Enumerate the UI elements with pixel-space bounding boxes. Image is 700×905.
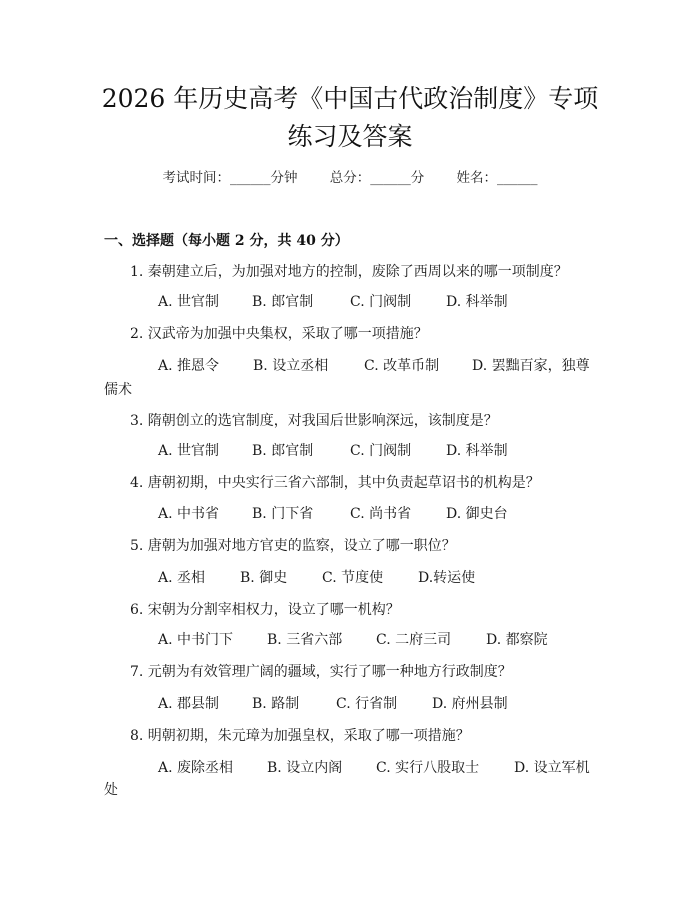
question-8: 8. 明朝初期，朱元璋为加强皇权，采取了哪一项措施？ (130, 728, 470, 744)
q8-option-d-continuation: 处 (104, 782, 118, 798)
q7-option-a: A. 郡县制 (158, 696, 220, 712)
q5-option-d: D.转运使 (418, 570, 476, 586)
q8-option-b: B. 设立内阁 (267, 760, 343, 776)
question-5: 5. 唐朝为加强对地方官吏的监察，设立了哪一职位？ (130, 538, 456, 554)
q3-option-a: A. 世官制 (158, 443, 220, 459)
question-1: 1. 秦朝建立后，为加强对地方的控制，废除了西周以来的哪一项制度？ (130, 264, 568, 280)
q5-option-b: B. 御史 (240, 570, 288, 586)
question-7: 7. 元朝为有效管理广阔的疆域，实行了哪一种地方行政制度？ (130, 664, 512, 680)
q8-option-d: D. 设立军机 (514, 760, 590, 776)
q2-option-d: D. 罢黜百家，独尊 (472, 358, 590, 374)
section-heading-multiple-choice: 一、选择题（每小题 2 分，共 40 分） (104, 233, 349, 249)
q2-option-d-continuation: 儒术 (104, 382, 132, 398)
q7-option-c: C. 行省制 (336, 696, 398, 712)
q6-option-a: A. 中书门下 (158, 632, 234, 648)
q1-option-c: C. 门阀制 (350, 294, 412, 310)
page-title-line-2: 练习及答案 (287, 122, 413, 151)
q3-option-b: B. 郎官制 (252, 443, 314, 459)
q4-option-a: A. 中书省 (158, 506, 220, 522)
q3-option-c: C. 门阀制 (350, 443, 412, 459)
q4-option-c: C. 尚书省 (350, 506, 412, 522)
exam-time-field: 考试时间：______分钟 (162, 170, 298, 186)
q4-option-d: D. 御史台 (446, 506, 508, 522)
q2-option-b: B. 设立丞相 (253, 358, 329, 374)
question-2: 2. 汉武帝为加强中央集权，采取了哪一项措施？ (130, 326, 428, 342)
q5-option-c: C. 节度使 (322, 570, 384, 586)
q7-option-b: B. 路制 (252, 696, 300, 712)
q4-option-b: B. 门下省 (252, 506, 314, 522)
q1-option-d: D. 科举制 (446, 294, 508, 310)
q1-option-a: A. 世官制 (158, 294, 220, 310)
q2-option-a: A. 推恩令 (158, 358, 220, 374)
q3-option-d: D. 科举制 (446, 443, 508, 459)
q5-option-a: A. 丞相 (158, 570, 206, 586)
q6-option-c: C. 二府三司 (376, 632, 452, 648)
q6-option-b: B. 三省六部 (267, 632, 343, 648)
exam-meta (0, 168, 700, 188)
question-6: 6. 宋朝为分割宰相权力，设立了哪一机构？ (130, 602, 400, 618)
question-4: 4. 唐朝初期，中央实行三省六部制，其中负责起草诏书的机构是？ (130, 475, 540, 491)
total-score-field: 总分：______分 (329, 170, 425, 186)
q6-option-d: D. 都察院 (486, 632, 548, 648)
student-name-field: 姓名：______ (456, 170, 538, 186)
q1-option-b: B. 郎官制 (252, 294, 314, 310)
page-title-line-1: 2026 年历史高考《中国古代政治制度》专项 (101, 84, 599, 113)
q8-option-a: A. 废除丞相 (158, 760, 234, 776)
q7-option-d: D. 府州县制 (432, 696, 508, 712)
q2-option-c: C. 改革币制 (364, 358, 440, 374)
question-3: 3. 隋朝创立的选官制度，对我国后世影响深远，该制度是？ (130, 413, 498, 429)
q8-option-c: C. 实行八股取士 (376, 760, 480, 776)
